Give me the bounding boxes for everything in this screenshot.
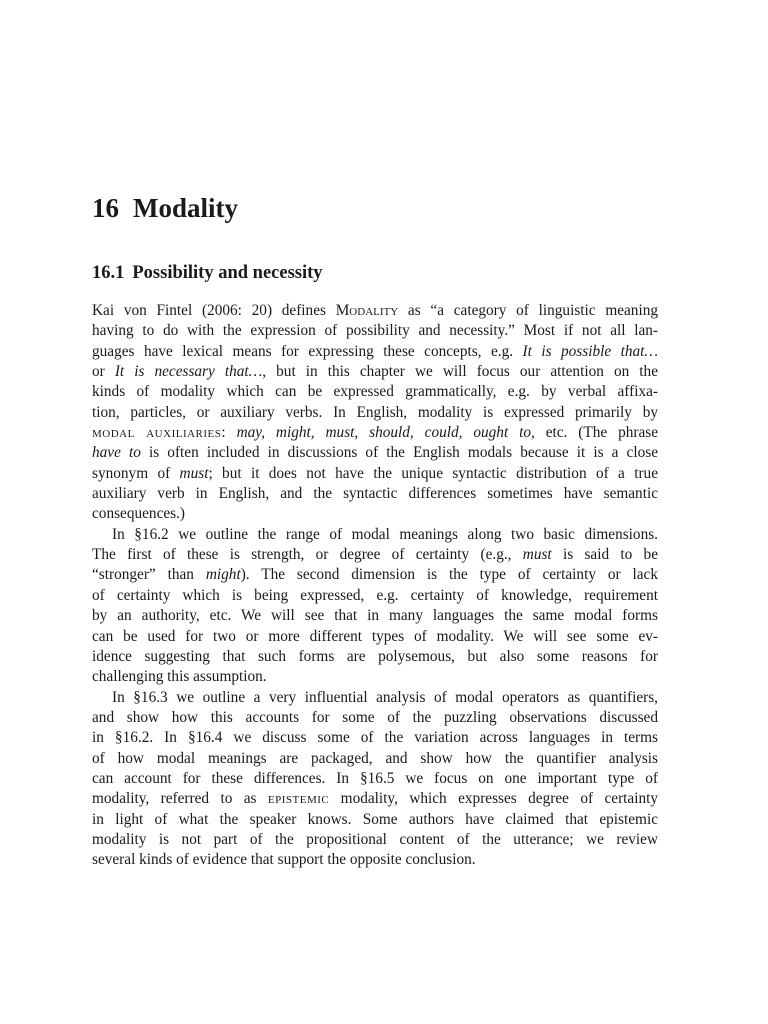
text-span: tion, particles, or auxiliary verbs. In English, modality is expressed primarily by <box>92 403 658 421</box>
example-phrase: might <box>205 566 241 584</box>
text-span: “stronger” than <box>92 566 206 584</box>
text-line <box>92 586 658 606</box>
text-span: modality, which expresses degree of certainty <box>329 790 658 808</box>
text-line <box>92 810 658 830</box>
text-span: consequences.) <box>92 505 186 523</box>
text-line <box>92 667 658 687</box>
chapter-heading <box>92 190 238 226</box>
text-line <box>92 321 658 341</box>
text-span: synonym of <box>92 464 180 482</box>
text-span: idence suggesting that such forms are polysemous, but also some reasons for <box>92 647 658 665</box>
text-line <box>92 362 658 382</box>
text-line <box>92 545 658 565</box>
text-line <box>92 708 658 728</box>
example-phrase: It is necessary that… <box>114 363 263 381</box>
text-line <box>92 688 658 708</box>
text-line <box>92 504 658 524</box>
text-line <box>92 484 658 504</box>
example-phrase: It is possible that… <box>522 342 658 360</box>
text-span: in §16.2. In §16.4 we discuss some of the variation across languages in terms <box>92 729 658 747</box>
text-span: , but in this chapter we will focus our attention on the <box>262 363 658 381</box>
text-line <box>92 769 658 789</box>
text-line <box>92 749 658 769</box>
text-line <box>92 382 658 402</box>
text-span: kinds of modality which can be expressed grammatically, e.g. by verbal affixa- <box>92 383 658 401</box>
text-span: in light of what the speaker knows. Some authors have claimed that epistemic <box>92 810 658 828</box>
text-line <box>92 789 658 809</box>
text-line <box>92 464 658 484</box>
text-span: ; but it does not have the unique syntactic distribution of a true <box>208 464 658 482</box>
text-line <box>92 728 658 748</box>
section-title: Possibility and necessity <box>132 263 323 283</box>
text-span: having to do with the expression of possibility and necessity.” Most if not all lan- <box>92 322 658 340</box>
text-line <box>92 525 658 545</box>
text-span: auxiliary verb in English, and the syntactic differences sometimes have semantic <box>92 485 658 503</box>
term-epistemic: epistemic <box>267 790 330 808</box>
text-span: In §16.2 we outline the range of modal meanings along two basic dimensions. <box>112 525 658 543</box>
text-line <box>92 565 658 585</box>
text-span: is often included in discussions of the English modals because it is a close <box>140 444 658 462</box>
text-span: can account for these differences. In §16.5 we focus on one important type of <box>92 769 658 787</box>
example-phrase: have to <box>92 444 141 462</box>
section-number: 16.1 <box>92 263 125 283</box>
text-span: etc. (The phrase <box>534 424 658 442</box>
term-modal-auxiliaries: modal auxiliaries <box>92 424 222 442</box>
text-line <box>92 443 658 463</box>
text-line <box>92 403 658 423</box>
text-span: ). The second dimension is the type of certainty or lack <box>240 566 658 584</box>
example-phrase: must <box>522 546 552 564</box>
text-span: In §16.3 we outline a very influential analysis of modal operators as quantifiers, <box>112 688 658 706</box>
text-line <box>92 423 658 443</box>
text-line <box>92 301 658 321</box>
text-span: : <box>221 424 237 442</box>
body-text <box>92 301 658 871</box>
text-span: several kinds of evidence that support the opposite conclusion. <box>92 851 476 869</box>
text-line <box>92 606 658 626</box>
section-heading <box>92 260 323 286</box>
text-line <box>92 627 658 647</box>
text-line <box>92 647 658 667</box>
text-span: modality is not part of the propositional content of the utterance; we review <box>92 830 658 848</box>
text-span: can be used for two or more different types of modality. We will see some ev- <box>92 627 658 645</box>
chapter-title: Modality <box>133 193 238 223</box>
text-span: by an authority, etc. We will see that in many languages the same modal forms <box>92 607 658 625</box>
text-span: The first of these is strength, or degree of certainty (e.g., <box>92 546 523 564</box>
example-phrase: must <box>179 464 209 482</box>
text-span: guages have lexical means for expressing these concepts, e.g. <box>92 342 523 360</box>
example-phrase: may, might, must, should, could, ought to, <box>236 424 535 442</box>
text-line <box>92 850 658 870</box>
chapter-number: 16 <box>92 193 119 223</box>
text-line <box>92 342 658 362</box>
text-span: of how modal meanings are packaged, and show how the quantifier analysis <box>92 749 658 767</box>
text-span: Kai von Fintel (2006: 20) defines <box>92 302 336 319</box>
text-span: is said to be <box>551 546 658 564</box>
text-span: as “a category of linguistic meaning <box>398 302 658 319</box>
text-span: modality, referred to as <box>92 790 268 808</box>
term-modality: Modality <box>335 302 399 319</box>
text-span: of certainty which is being expressed, e.g. certainty of knowledge, requirement <box>92 586 658 604</box>
text-span: challenging this assumption. <box>92 668 267 686</box>
text-span: or <box>92 363 115 381</box>
text-line <box>92 830 658 850</box>
text-span: and show how this accounts for some of the puzzling observations discussed <box>92 708 658 726</box>
